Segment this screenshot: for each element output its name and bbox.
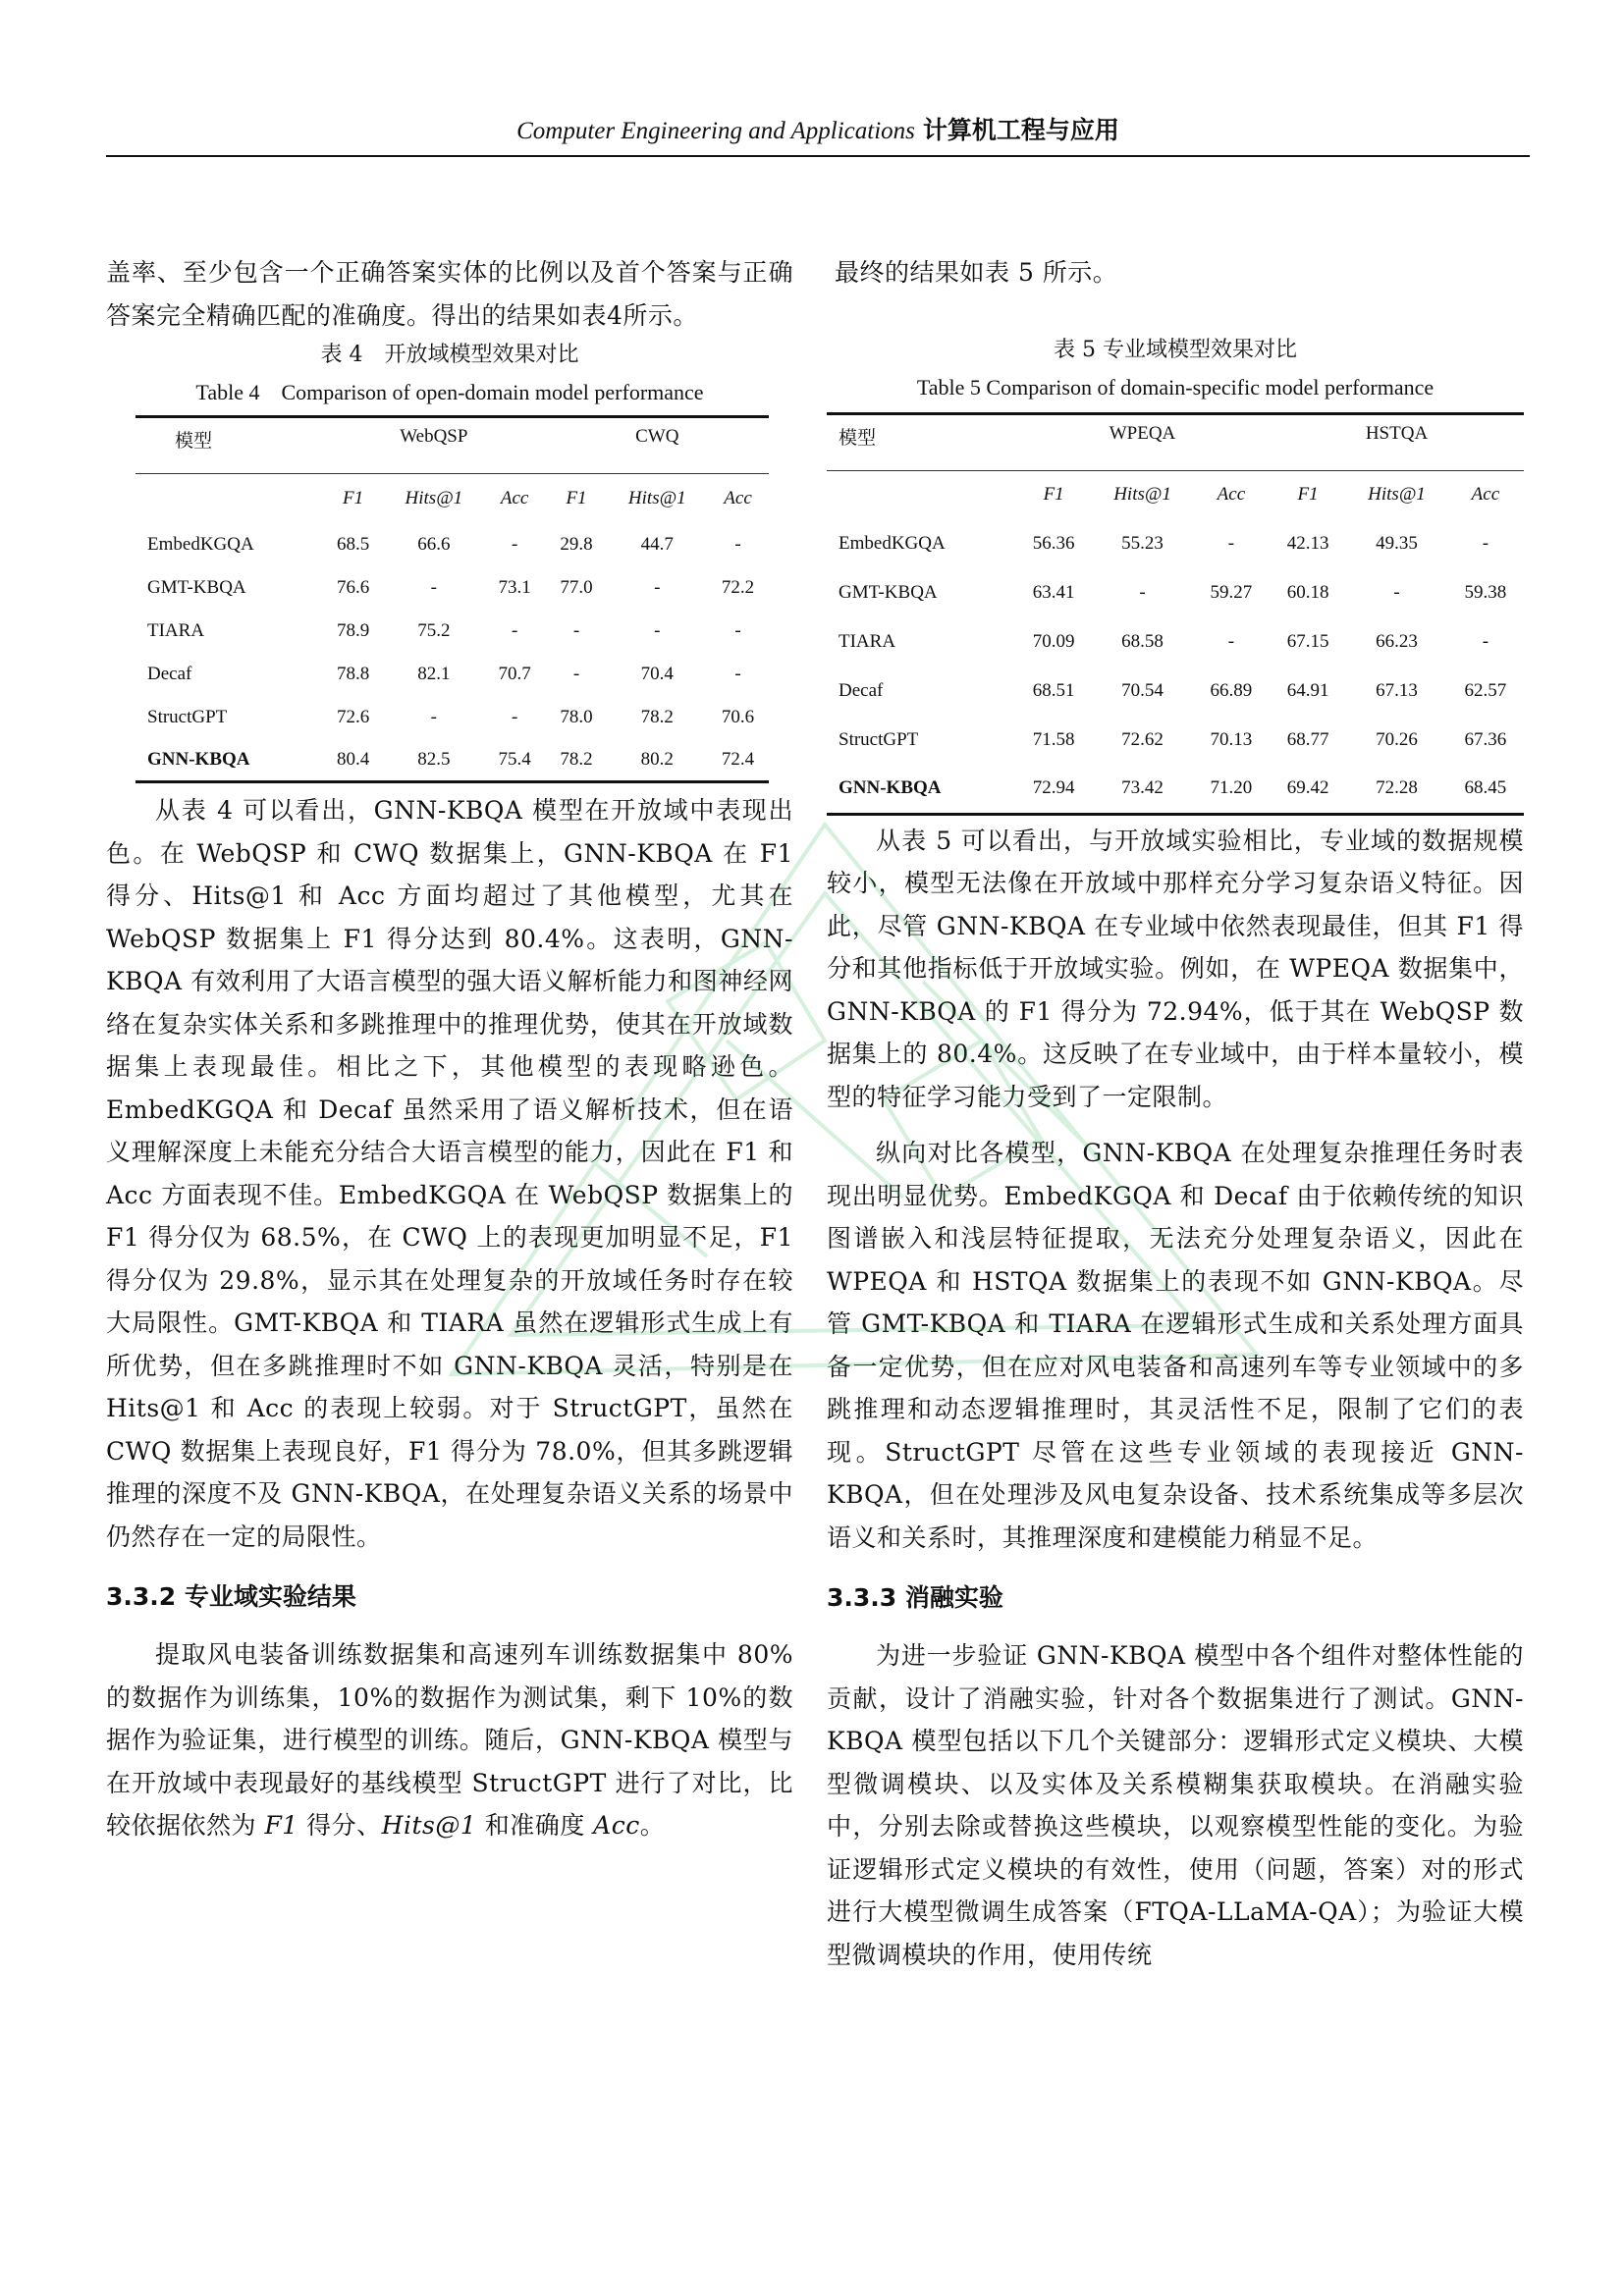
table5-caption-en: Table 5 Comparison of domain-specific model performance (916, 374, 1435, 400)
table-row (135, 739, 769, 782)
value-cell: 72.4 (707, 739, 769, 782)
p3-hits: Hits@1 (381, 1811, 477, 1840)
model-name-cell: Decaf (147, 663, 192, 684)
running-head (106, 114, 1530, 148)
table5-subheader-3: F1 (1270, 470, 1346, 519)
value-cell: 67.13 (1376, 680, 1418, 701)
table-row (827, 568, 1524, 617)
table5-group-wpeqa: WPEQA (1015, 413, 1270, 470)
value-cell: 68.45 (1447, 765, 1524, 814)
table-row (135, 610, 769, 653)
table4-subheader (135, 474, 769, 523)
paragraph-left-2: 从表 4 可以看出，GNN-KBQA 模型在开放域中表现出色。在 WebQSP 和 CWQ 数据集上，GNN-KBQA 在 F1 得分、Hits@1 和 Acc 方面均超过了其他模型，尤其在 WebQSP 数据集上 F1 得分达到 80.4%。这表明，GNN-KBQA 有效利用了大语言模型的强大语义解析能力和图神经网络在复杂实体关系和多跳推理中的推理优势，使其在开放域数据集上表现最佳。相比之下，其他模型的表现略逊色。EmbedKGQA 和 Decaf 虽然采用了语义解析技术，但在语义理解深度上未能充分结合大语言模型的能力，因此在 F1 和 Acc 方面表现不佳。EmbedKGQA 在 WebQSP 数据集上的 F1 得分仅为 68.5%，在 CWQ 上的表现更加明显不足，F1 得分仅为 29.8%，显示其在处理复杂的开放域任务时存在较大局限性。GMT-KBQA 和 TIARA 虽然在逻辑形式生成上有所优势，但在多跳推理时不如 GNN-KBQA 灵活，特别是在 Hits@1 和 Acc 的表现上较弱。对于 StructGPT，虽然在 CWQ 数据集上表现良好，F1 得分为 78.0%，但其多跳逻辑推理的深度不及 GNN-KBQA，在处理复杂语义关系的场景中仍然存在一定的局限性。 (106, 796, 793, 1551)
table4-subheader-3: F1 (546, 474, 608, 523)
section-heading-3-3-2: 3.3.2 专业域实验结果 (106, 1582, 356, 1611)
value-cell: 72.2 (721, 576, 755, 598)
p3-acc: Acc (593, 1811, 640, 1840)
value-cell: 76.6 (336, 576, 370, 598)
value-cell: 56.36 (1032, 533, 1075, 554)
value-cell: - (1482, 533, 1489, 554)
model-name-cell: TIARA (147, 619, 205, 641)
paragraph-right-3: 纵向对比各模型，GNN-KBQA 在处理复杂推理任务时表现出明显优势。EmbedKGQA 和 Decaf 由于依赖传统的知识图谱嵌入和浅层特征提取，无法充分处理复杂语义，因此在 WPEQA 和 HSTQA 数据集上的表现不如 GNN-KBQA。尽管 GMT-KBQA 和 TIARA 在逻辑形式生成和关系处理方面具备一定优势，但在应对风电装备和高速列车等专业领域中的多跳推理和动态逻辑推理时，其灵活性不足，限制了它们的表现。StructGPT 尽管在这些专业领域的表现接近 GNN-KBQA，但在处理涉及风电复杂设备、技术系统集成等多层次语义和关系时，其推理深度和建模能力稍显不足。 (827, 1139, 1524, 1552)
table5-subheader-4: Hits@1 (1346, 470, 1447, 519)
table-row (135, 696, 769, 739)
value-cell: 64.91 (1286, 680, 1329, 701)
value-cell: 78.2 (546, 739, 608, 782)
model-name-cell: StructGPT (839, 729, 919, 750)
table4-model-header: 模型 (135, 417, 322, 474)
p3-text-c: 和准确度 (476, 1811, 594, 1840)
model-name-cell: EmbedKGQA (839, 533, 946, 554)
value-cell: 62.57 (1464, 680, 1507, 701)
value-cell: - (1227, 631, 1235, 652)
left-column (106, 245, 793, 1847)
p3-text-b: 得分、 (298, 1811, 382, 1840)
value-cell: 82.5 (384, 739, 484, 782)
journal-title-cn: 计算机工程与应用 (922, 116, 1119, 144)
table4-group-cwq: CWQ (546, 417, 769, 474)
value-cell: - (734, 533, 741, 555)
model-name-cell: Decaf (839, 680, 884, 701)
value-cell: 63.41 (1032, 582, 1075, 603)
value-cell: 78.0 (560, 706, 593, 727)
table4-group-webqsp: WebQSP (322, 417, 545, 474)
model-name-cell: GNN-KBQA (827, 765, 1015, 814)
value-cell: - (511, 533, 518, 555)
table4-subheader-2: Acc (484, 474, 546, 523)
table-row (827, 617, 1524, 667)
value-cell: 71.58 (1032, 729, 1075, 750)
value-cell: 72.6 (336, 706, 370, 727)
table5 (827, 412, 1524, 816)
value-cell: 70.09 (1032, 631, 1075, 652)
table4-subheader-1: Hits@1 (384, 474, 484, 523)
model-name-cell: GNN-KBQA (135, 739, 322, 782)
table4-subheader-5: Acc (707, 474, 769, 523)
value-cell: 80.2 (607, 739, 707, 782)
value-cell: 73.42 (1092, 765, 1193, 814)
value-cell: - (734, 663, 741, 684)
table4 (135, 415, 769, 783)
value-cell: - (572, 619, 580, 641)
table5-subheader-2: Acc (1193, 470, 1270, 519)
value-cell: 72.62 (1121, 729, 1164, 750)
header-rule (106, 155, 1530, 157)
table4-group-header (135, 417, 769, 474)
value-cell: 72.94 (1015, 765, 1092, 814)
value-cell: 68.58 (1121, 631, 1164, 652)
model-name-cell: EmbedKGQA (147, 533, 254, 555)
value-cell: 59.38 (1464, 582, 1507, 603)
table5-model-header: 模型 (827, 413, 1015, 470)
value-cell: 73.1 (498, 576, 531, 598)
model-name-cell: StructGPT (147, 706, 228, 727)
table5-subheader-5: Acc (1447, 470, 1524, 519)
table-row (135, 566, 769, 610)
value-cell: - (654, 619, 661, 641)
value-cell: - (511, 619, 518, 641)
table5-subheader (827, 470, 1524, 519)
table5-subheader-0: F1 (1015, 470, 1092, 519)
value-cell: 66.89 (1210, 680, 1253, 701)
value-cell: 60.18 (1286, 582, 1329, 603)
right-column (827, 245, 1524, 1976)
table4-caption-cn: 表 4 开放域模型效果对比 (320, 343, 579, 367)
value-cell: 80.4 (322, 739, 384, 782)
model-name-cell: GMT-KBQA (839, 582, 938, 603)
value-cell: 72.28 (1346, 765, 1447, 814)
p3-text-d: 。 (639, 1811, 666, 1840)
value-cell: 75.2 (417, 619, 451, 641)
table5-group-hstqa: HSTQA (1270, 413, 1524, 470)
value-cell: - (1482, 631, 1489, 652)
table4-caption-en: Table 4 Comparison of open-domain model performance (195, 380, 704, 404)
table4-subheader-0: F1 (322, 474, 384, 523)
paragraph-right-2: 从表 5 可以看出，与开放域实验相比，专业域的数据规模较小，模型无法像在开放域中那样充分学习复杂语义特征。因此，尽管 GNN-KBQA 在专业域中依然表现最佳，但其 F1 得分和其他指标低于开放域实验。例如，在 WPEQA 数据集中，GNN-KBQA 的 F1 得分为 72.94%，低于其在 WebQSP 数据集上的 80.4%。这反映了在专业域中，由于样本量较小，模型的特征学习能力受到了一定限制。 (827, 826, 1524, 1111)
value-cell: 69.42 (1270, 765, 1346, 814)
value-cell: 77.0 (560, 576, 593, 598)
value-cell: 49.35 (1376, 533, 1418, 554)
table4-subheader-4: Hits@1 (607, 474, 707, 523)
table4-body (135, 523, 769, 782)
value-cell: 70.7 (498, 663, 531, 684)
value-cell: 29.8 (560, 533, 593, 555)
value-cell: - (511, 706, 518, 727)
paragraph-left-1: 盖率、至少包含一个正确答案实体的比例以及首个答案与正确答案完全精确匹配的准确度。得出的结果如表4所示。 (106, 258, 793, 330)
section-heading-3-3-3: 3.3.3 消融实验 (827, 1583, 1003, 1612)
table5-body (827, 519, 1524, 814)
value-cell: - (1139, 582, 1146, 603)
value-cell: 70.6 (721, 706, 755, 727)
value-cell: 66.6 (417, 533, 451, 555)
value-cell: 78.8 (336, 663, 370, 684)
value-cell: 66.23 (1376, 631, 1418, 652)
table5-subheader-1: Hits@1 (1092, 470, 1193, 519)
value-cell: - (572, 663, 580, 684)
value-cell: - (430, 706, 437, 727)
value-cell: 70.54 (1121, 680, 1164, 701)
table-row (827, 519, 1524, 568)
value-cell: 42.13 (1286, 533, 1329, 554)
value-cell: 67.36 (1464, 729, 1507, 750)
value-cell: - (1393, 582, 1400, 603)
value-cell: 67.15 (1286, 631, 1329, 652)
table-row (827, 716, 1524, 765)
value-cell: 55.23 (1121, 533, 1164, 554)
value-cell: 82.1 (417, 663, 451, 684)
value-cell: - (1227, 533, 1235, 554)
value-cell: - (734, 619, 741, 641)
value-cell: 70.4 (640, 663, 674, 684)
value-cell: 68.5 (336, 533, 370, 555)
p3-text-a: 提取风电装备训练数据集和高速列车训练数据集中 80%的数据作为训练集，10%的数据作为测试集，剩下 10%的数据作为验证集，进行模型的训练。随后，GNN-KBQA 模型与在开放域中表现最好的基线模型 StructGPT 进行了对比，比较依据依然为 (106, 1640, 793, 1840)
table-row (827, 667, 1524, 716)
table5-subheader-blank (827, 470, 1015, 519)
table-row (135, 653, 769, 696)
value-cell: 75.4 (484, 739, 546, 782)
value-cell: 68.77 (1286, 729, 1329, 750)
table5-group-header (827, 413, 1524, 470)
value-cell: 59.27 (1210, 582, 1253, 603)
p3-f1: F1 (264, 1811, 298, 1840)
paragraph-right-1: 最终的结果如表 5 所示。 (835, 258, 1118, 287)
value-cell: 70.13 (1210, 729, 1253, 750)
model-name-cell: GMT-KBQA (147, 576, 246, 598)
value-cell: 78.9 (336, 619, 370, 641)
paragraph-right-4: 为进一步验证 GNN-KBQA 模型中各个组件对整体性能的贡献，设计了消融实验，针对各个数据集进行了测试。GNN-KBQA 模型包括以下几个关键部分：逻辑形式定义模块、大模型微调模块、以及实体及关系模糊集获取模块。在消融实验中，分别去除或替换这些模块，以观察模型性能的变化。为验证逻辑形式定义模块的有效性，使用（问题，答案）对的形式进行大模型微调生成答案（FTQA-LLaMA-QA）；为验证大模型微调模块的作用，使用传统 (827, 1641, 1524, 1969)
table-row (827, 765, 1524, 814)
value-cell: 71.20 (1193, 765, 1270, 814)
model-name-cell: TIARA (839, 631, 896, 652)
value-cell: - (654, 576, 661, 598)
table4-subheader-blank (135, 474, 322, 523)
table5-caption-cn: 表 5 专业域模型效果对比 (1054, 337, 1297, 362)
paragraph-left-3 (106, 1633, 793, 1847)
value-cell: 78.2 (640, 706, 674, 727)
value-cell: 44.7 (640, 533, 674, 555)
journal-title-en: Computer Engineering and Applications (516, 118, 915, 144)
value-cell: - (430, 576, 437, 598)
table-row (135, 523, 769, 566)
value-cell: 68.51 (1032, 680, 1075, 701)
value-cell: 70.26 (1376, 729, 1418, 750)
